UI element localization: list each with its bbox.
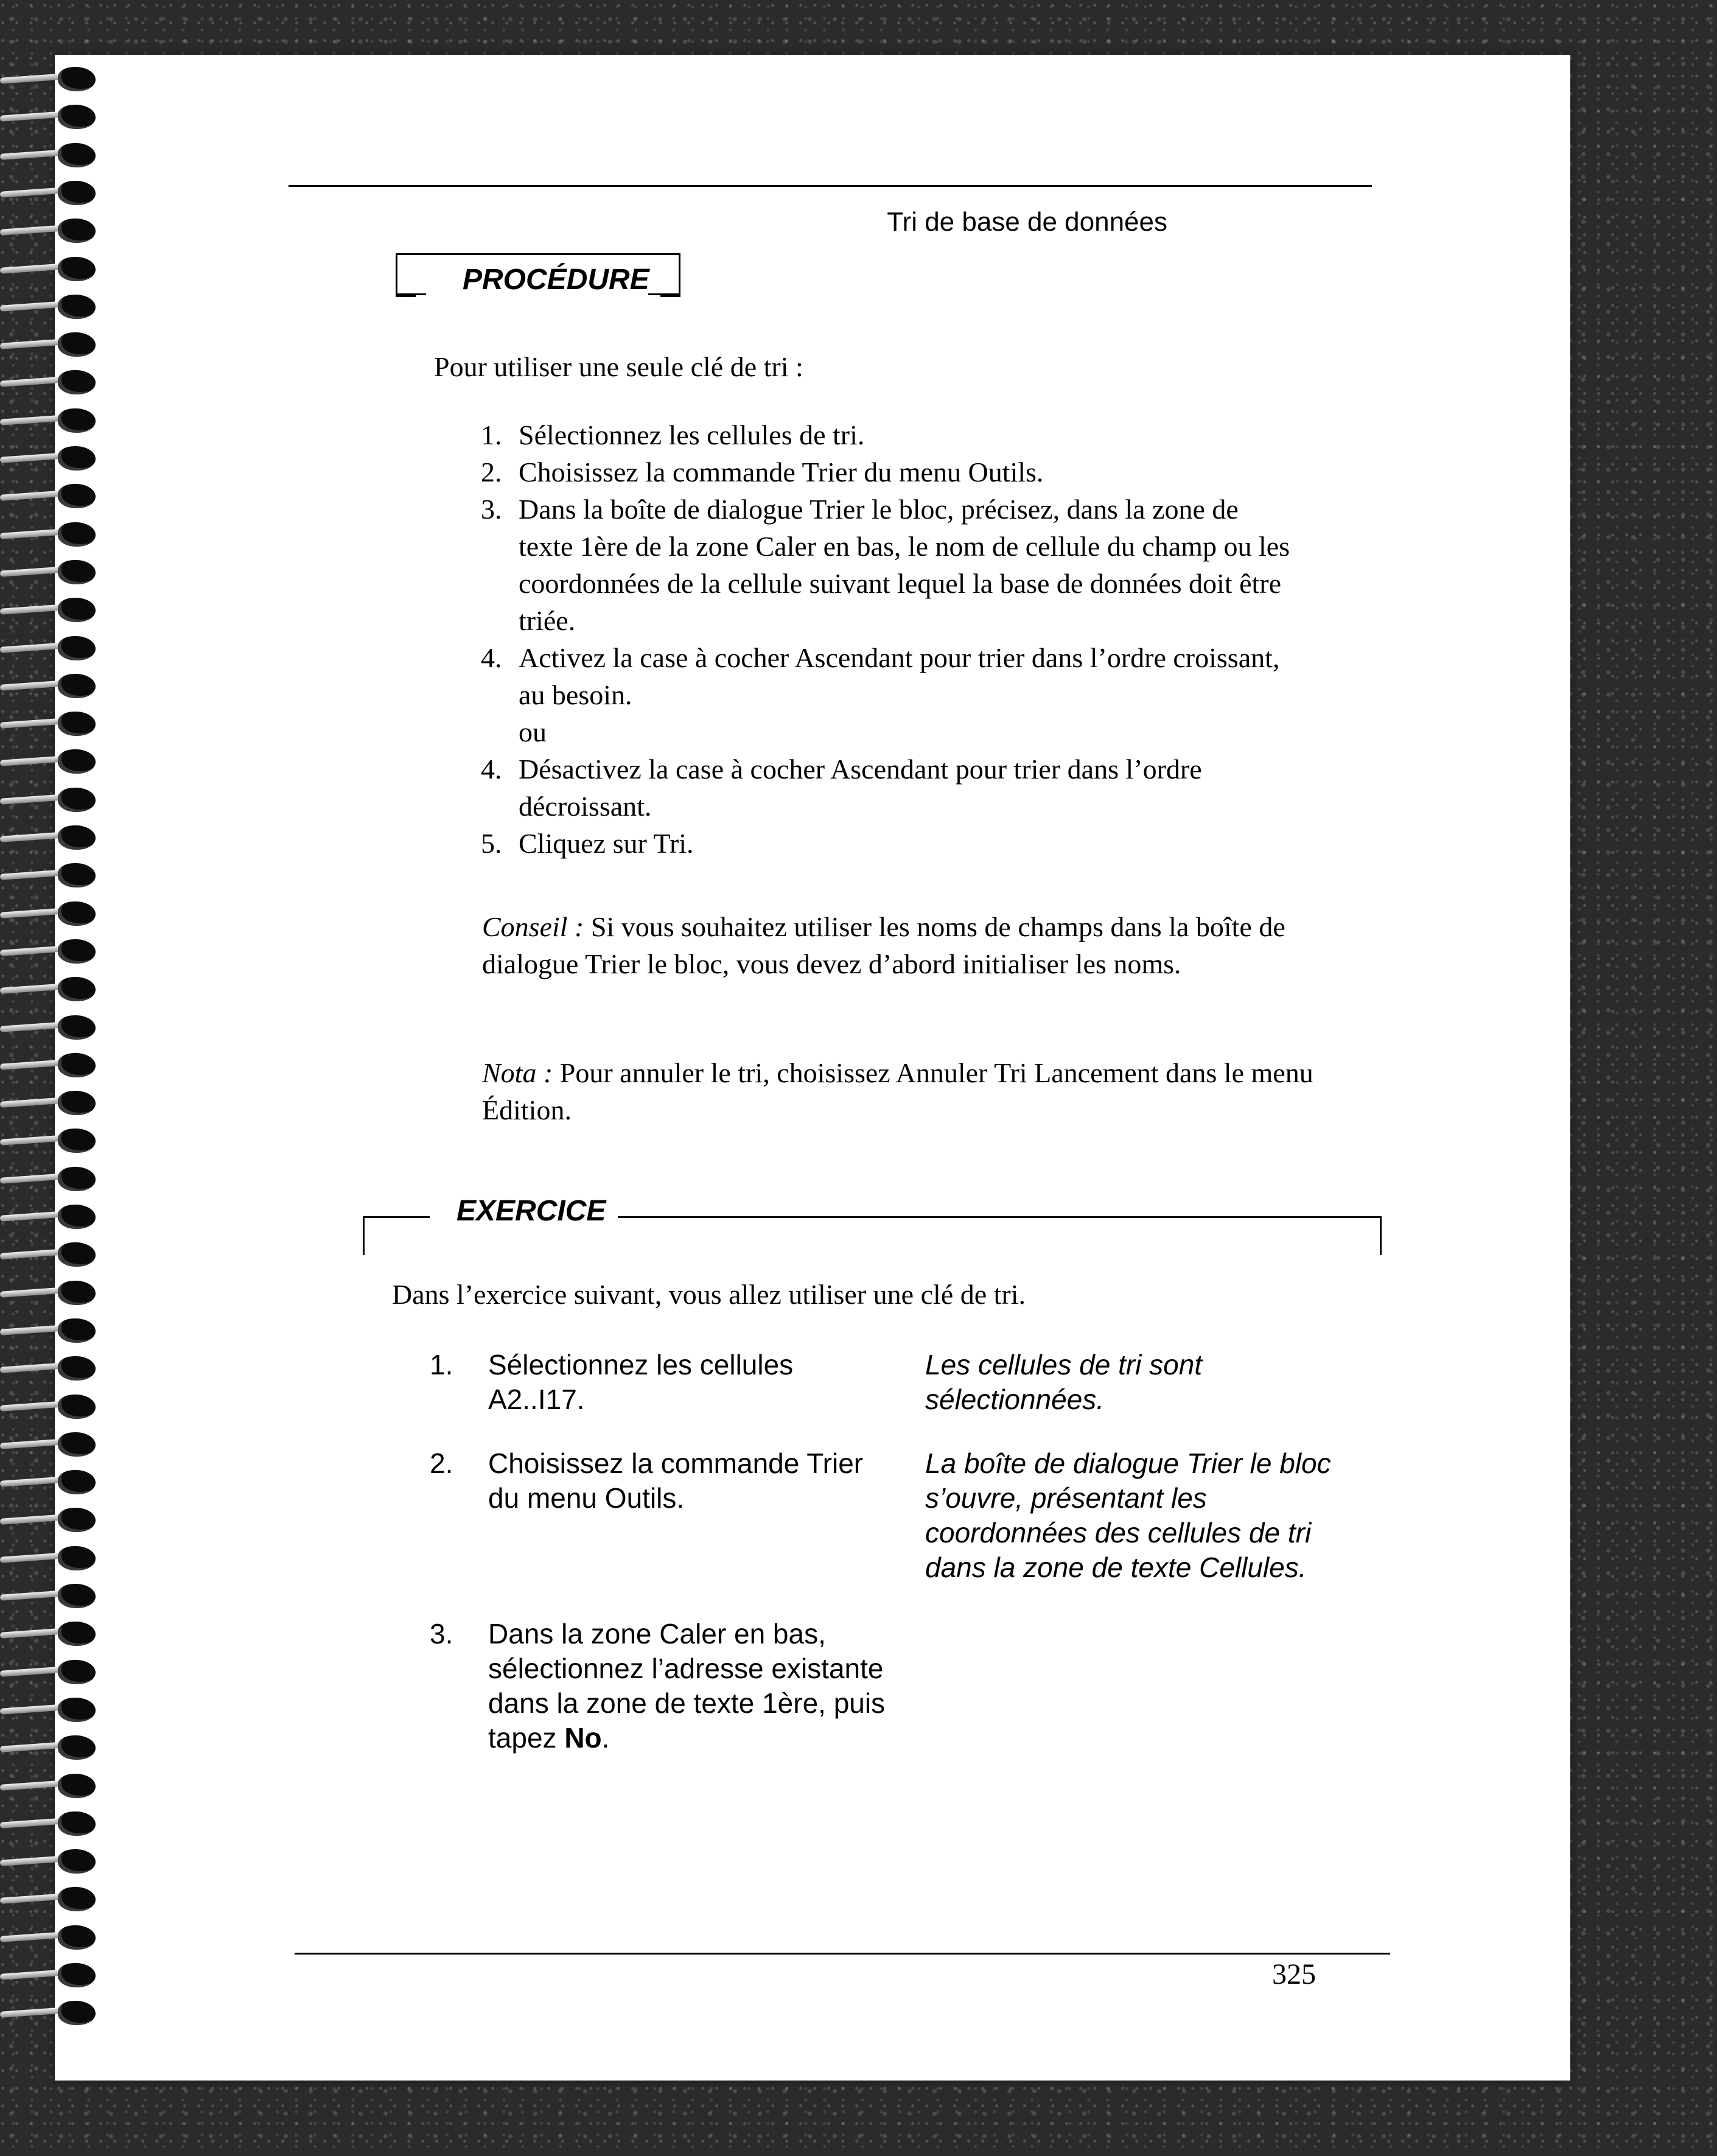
list-item: 2. Choisissez la commande Trier du menu Outils. xyxy=(481,457,1044,488)
spiral-coil xyxy=(0,1698,103,1722)
conseil-note: Conseil : Si vous souhaitez utiliser les noms de champs dans la boîte de dialogue Trier le bloc, vous devez d’abord initialiser les noms. xyxy=(482,911,1285,979)
spiral-coil xyxy=(0,67,103,91)
spiral-coil xyxy=(0,1281,103,1305)
running-head: Tri de base de données xyxy=(887,207,1167,237)
spiral-coil xyxy=(0,712,103,736)
procedure-intro: Pour utiliser une seule clé de tri : xyxy=(434,351,803,382)
list-item: 4. Activez la case à cocher Ascendant pour trier dans l’ordre croissant, au besoin. xyxy=(481,642,1280,710)
spiral-coil xyxy=(0,484,103,508)
exercise-action: Choisissez la commande Trier du menu Outils. xyxy=(488,1447,864,1514)
spiral-coil xyxy=(0,749,103,774)
spiral-coil xyxy=(0,181,103,205)
spiral-coil xyxy=(0,1849,103,1874)
spiral-coil xyxy=(0,1242,103,1267)
spiral-coil xyxy=(0,2001,103,2025)
spiral-coil xyxy=(0,1774,103,1798)
spiral-coil xyxy=(0,674,103,698)
spiral-coil xyxy=(0,1470,103,1494)
spiral-coil xyxy=(0,901,103,926)
exercise-intro: Dans l’exercice suivant, vous allez utiliser une clé de tri. xyxy=(392,1279,1026,1310)
spiral-coil xyxy=(0,219,103,243)
spiral-coil xyxy=(0,143,103,167)
spiral-coil xyxy=(0,1963,103,1987)
spiral-coil xyxy=(0,1015,103,1040)
nota-note: Nota : Pour annuler le tri, choisissez Annuler Tri Lancement dans le menu Édition. xyxy=(482,1057,1313,1125)
list-item: 5. Cliquez sur Tri. xyxy=(481,828,694,859)
spiral-coil xyxy=(0,1053,103,1077)
spiral-coil xyxy=(0,1167,103,1191)
spiral-coil xyxy=(0,295,103,319)
spiral-coil xyxy=(0,863,103,887)
spiral-coil xyxy=(0,1925,103,1950)
spiral-coil xyxy=(0,939,103,964)
page-number: 325 xyxy=(1272,1958,1316,1990)
list-item: 3. Dans la boîte de dialogue Trier le bloc, précisez, dans la zone de texte 1ère de la zone Caler en bas, le nom de cellule du champ ou les coordonnées de la cellule suivant lequel la base de données doit être triée. xyxy=(481,494,1290,636)
spiral-coil xyxy=(0,598,103,622)
conseil-label: Conseil : xyxy=(482,911,584,942)
spiral-coil xyxy=(0,1735,103,1760)
spiral-coil xyxy=(0,1660,103,1684)
exercise-action: Sélectionnez les cellules A2..I17. xyxy=(488,1349,794,1415)
spiral-coil xyxy=(0,1356,103,1381)
spiral-coil xyxy=(0,636,103,660)
exercise-result: Les cellules de tri sont sélectionnées. xyxy=(925,1349,1203,1415)
spiral-coil xyxy=(0,105,103,129)
spiral-coil xyxy=(0,408,103,433)
spiral-coil xyxy=(0,1887,103,1911)
spiral-binding xyxy=(0,67,110,2076)
header-rule xyxy=(288,185,1372,187)
or-separator: ou xyxy=(519,716,547,747)
spiral-coil xyxy=(0,1584,103,1608)
procedure-steps xyxy=(481,416,1369,862)
document-page: Tri de base de données PROCÉDURE Pour utiliser une seule clé de tri : 1. Sélectionnez les cellules de tri. 2. Choisissez la commande Trier du menu Outils. 3. Dans la boîte de dialogue Trier le bloc, précisez, dans la zone de texte 1ère de la zone Caler en bas, le nom de cellule du champ ou les coordonnées de la cellule suivant lequel la base de données doit être triée. 4. Activez la case à cocher Ascendant pour trier dans l’ordre croissant, au besoin. ou 4. Désactivez la case à cocher Ascendant pour trier dans l’ordre décroissant. 5. Cliquez sur Tri. Conseil : Si vous souhaitez utiliser les noms de champs dans la boîte de dialogue Trier le bloc, vous devez d’abord initialiser les noms. Nota : Pour annuler le tri, choisissez Annuler Tri Lancement dans le menu Édition. EXERCICE Dans l’exercice suivant, vous allez utiliser une clé de tri. 1. Sélectionnez les cellules A2..I17. Les cellules de tri sont sélectionnées. 2. Choisissez la commande Trier du menu Outils. La boîte de dialogue Trier le bloc s’ouvre, présentant les coordonnées des cellules de tri dans la zone de texte Cellules. 3. Dans la zone Caler en bas, sélectionnez l’adresse existante dans la zone de texte 1ère, puis tapez No. 325 xyxy=(55,55,1570,2081)
spiral-coil xyxy=(0,446,103,471)
spiral-coil xyxy=(0,1508,103,1532)
spiral-coil xyxy=(0,332,103,357)
exercise-heading: EXERCICE xyxy=(456,1195,606,1227)
spiral-coil xyxy=(0,1395,103,1419)
spiral-coil xyxy=(0,1205,103,1229)
spiral-coil xyxy=(0,1622,103,1646)
spiral-coil xyxy=(0,977,103,1001)
list-item: 4. Désactivez la case à cocher Ascendant pour trier dans l’ordre décroissant. xyxy=(481,754,1202,822)
exercise-action: Dans la zone Caler en bas, sélectionnez l’adresse existante dans la zone de texte 1ère, puis tapez No. xyxy=(488,1618,886,1754)
spiral-coil xyxy=(0,560,103,584)
nota-label: Nota : xyxy=(482,1057,553,1088)
spiral-coil xyxy=(0,257,103,281)
spiral-coil xyxy=(0,1546,103,1570)
spiral-coil xyxy=(0,370,103,394)
procedure-heading: PROCÉDURE xyxy=(463,264,649,296)
footer-rule xyxy=(295,1953,1390,1955)
list-item: 1. Sélectionnez les cellules de tri. xyxy=(481,419,865,450)
spiral-coil xyxy=(0,788,103,812)
exercise-result: La boîte de dialogue Trier le bloc s’ouvre, présentant les coordonnées des cellules de tri dans la zone de texte Cellules. xyxy=(925,1447,1331,1583)
spiral-coil xyxy=(0,1129,103,1153)
spiral-coil xyxy=(0,825,103,850)
spiral-coil xyxy=(0,1432,103,1457)
spiral-coil xyxy=(0,522,103,547)
spiral-coil xyxy=(0,1318,103,1343)
spiral-coil xyxy=(0,1811,103,1836)
spiral-coil xyxy=(0,1091,103,1115)
